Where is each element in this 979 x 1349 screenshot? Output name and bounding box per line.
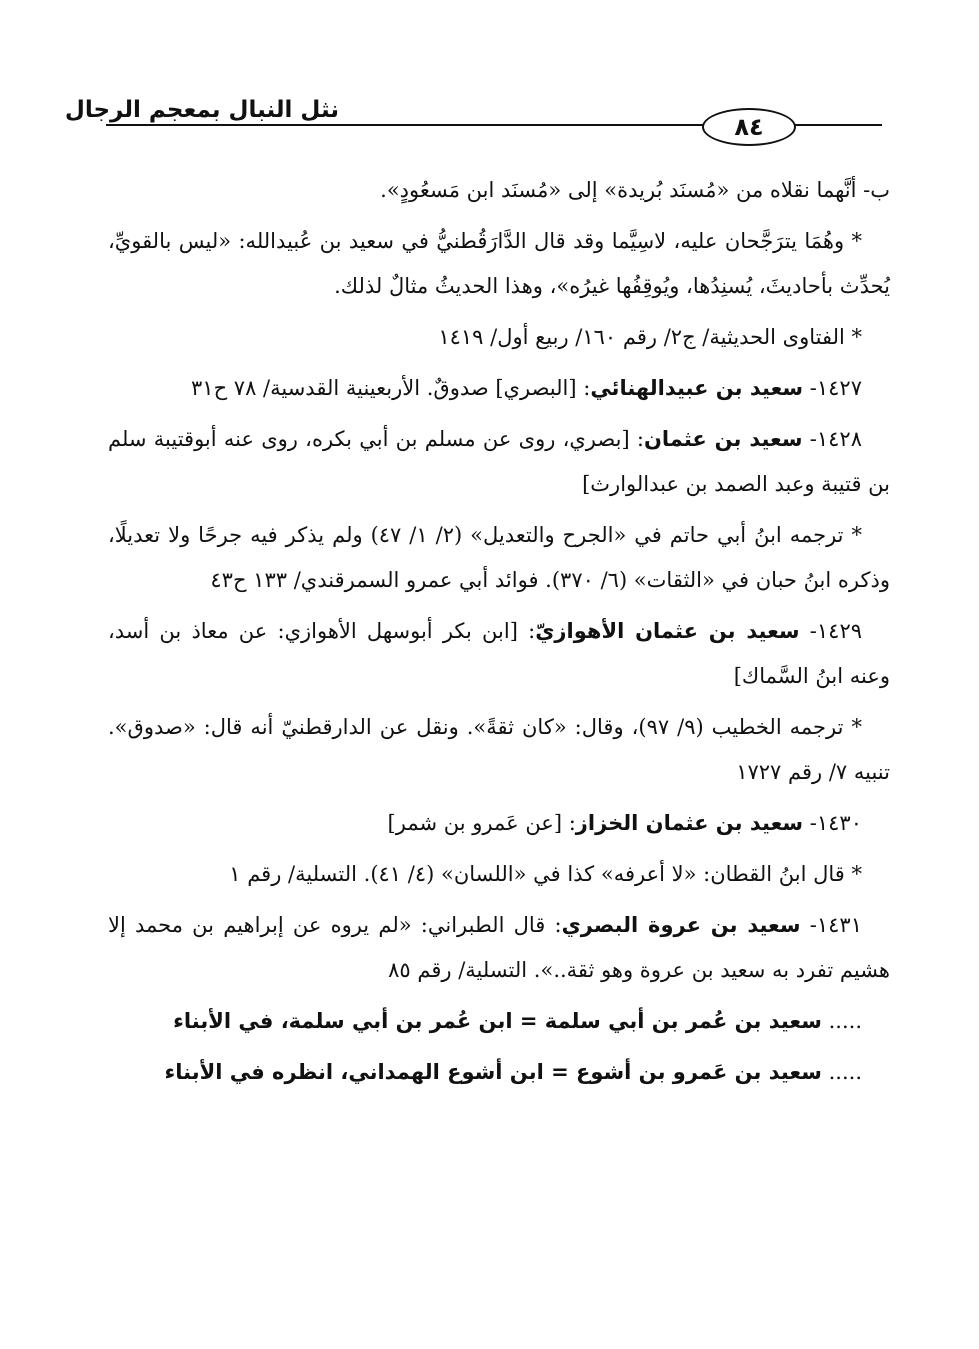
page-body	[108, 168, 890, 1101]
entry-1429	[108, 609, 890, 699]
entry-name: سعيد بن عبيدالهنائي	[590, 376, 804, 400]
paragraph-note-1430: * قال ابنُ القطان: «لا أعرفه» كذا في «اللسان» (٤/ ٤١). التسلية/ رقم ١	[229, 862, 862, 886]
entry-text: : [بصري، روى عن مسلم بن أبي بكره، روى عنه أبوقتيبة سلم بن قتيبة وعبد الصمد بن عبدالوارث]	[108, 427, 890, 496]
paragraph-point-b: ب- أنَّهما نقلاه من «مُسنَد بُريدة» إلى «مُسنَد ابن مَسعُودٍ».	[380, 178, 890, 202]
entry-text: : [عن عَمرو بن شمر]	[387, 811, 576, 835]
entry-name: سعيد بن عثمان الأهوازيّ	[535, 619, 800, 643]
entry-dots: .....	[821, 1060, 862, 1084]
entry-name: سعيد بن عثمان	[643, 427, 803, 451]
entry-dots: .....	[821, 1009, 862, 1033]
entry-1428	[108, 417, 890, 507]
cross-reference-ibn-umar	[108, 999, 890, 1044]
paragraph-note-1429: * ترجمه الخطيب (٩/ ٩٧)، وقال: «كان ثقةً». ونقل عن الدارقطنيّ أنه قال: «صدوق». تنبيه ٧/ رقم ١٧٢٧	[108, 715, 890, 784]
entry-text: : [البصري] صدوقٌ. الأربعينية القدسية/ ٧٨ ح٣١	[191, 376, 591, 400]
entry-1431	[108, 903, 890, 993]
page-number-badge: ٨٤	[702, 108, 796, 146]
entry-text: : [ابن بكر أبوسهل الأهوازي: عن معاذ بن أسد، وعنه ابنُ السَّماك]	[108, 619, 890, 688]
entry-number: ١٤٢٧-	[803, 376, 862, 400]
entry-number: ١٤٣٠-	[803, 811, 862, 835]
paragraph-commentary: * وهُمَا يترَجَّحان عليه، لاسِيَّما وقد قال الدَّارَقُطنيُّ في سعيد بن عُبيدالله: «ليس بالقويِّ، يُحدِّث بأحاديثَ، يُسنِدُها، ويُوقِفُها غيرُه»، وهذا الحديثُ مثالٌ لذلك.	[108, 229, 890, 298]
entry-number: ١٤٢٨-	[802, 427, 862, 451]
cross-reference-ibn-ashwa	[108, 1050, 890, 1095]
entry-name: سعيد بن عثمان الخزاز	[575, 811, 804, 835]
entry-name: سعيد بن عُمر بن أبي سلمة = ابن عُمر بن أبي سلمة، في الأبناء	[173, 1009, 822, 1033]
entry-number: ١٤٣١-	[800, 913, 862, 937]
entry-1430	[108, 801, 890, 846]
entry-number: ١٤٢٩-	[799, 619, 863, 643]
paragraph-source-note: * الفتاوى الحديثية/ ج٢/ رقم ١٦٠/ ربيع أول/ ١٤١٩	[438, 325, 862, 349]
entry-name: سعيد بن عَمرو بن أشوع = ابن أشوع الهمداني، انظره في الأبناء	[164, 1060, 822, 1084]
entry-text: : قال الطبراني: «لم يروه عن إبراهيم بن محمد إلا هشيم تفرد به سعيد بن عروة وهو ثقة..». التسلية/ رقم ٨٥	[108, 913, 890, 982]
paragraph-note-1428: * ترجمه ابنُ أبي حاتم في «الجرح والتعديل» (٢/ ١/ ٤٧) ولم يذكر فيه جرحًا ولا تعديلًا، وذكره ابنُ حبان في «الثقات» (٦/ ٣٧٠). فوائد أبي عمرو السمرقندي/ ١٣٣ ح٤٣	[108, 523, 890, 592]
running-header-title: نثل النبال بمعجم الرجال	[64, 97, 339, 123]
entry-1427	[108, 366, 890, 411]
entry-name: سعيد بن عروة البصري	[561, 913, 801, 937]
